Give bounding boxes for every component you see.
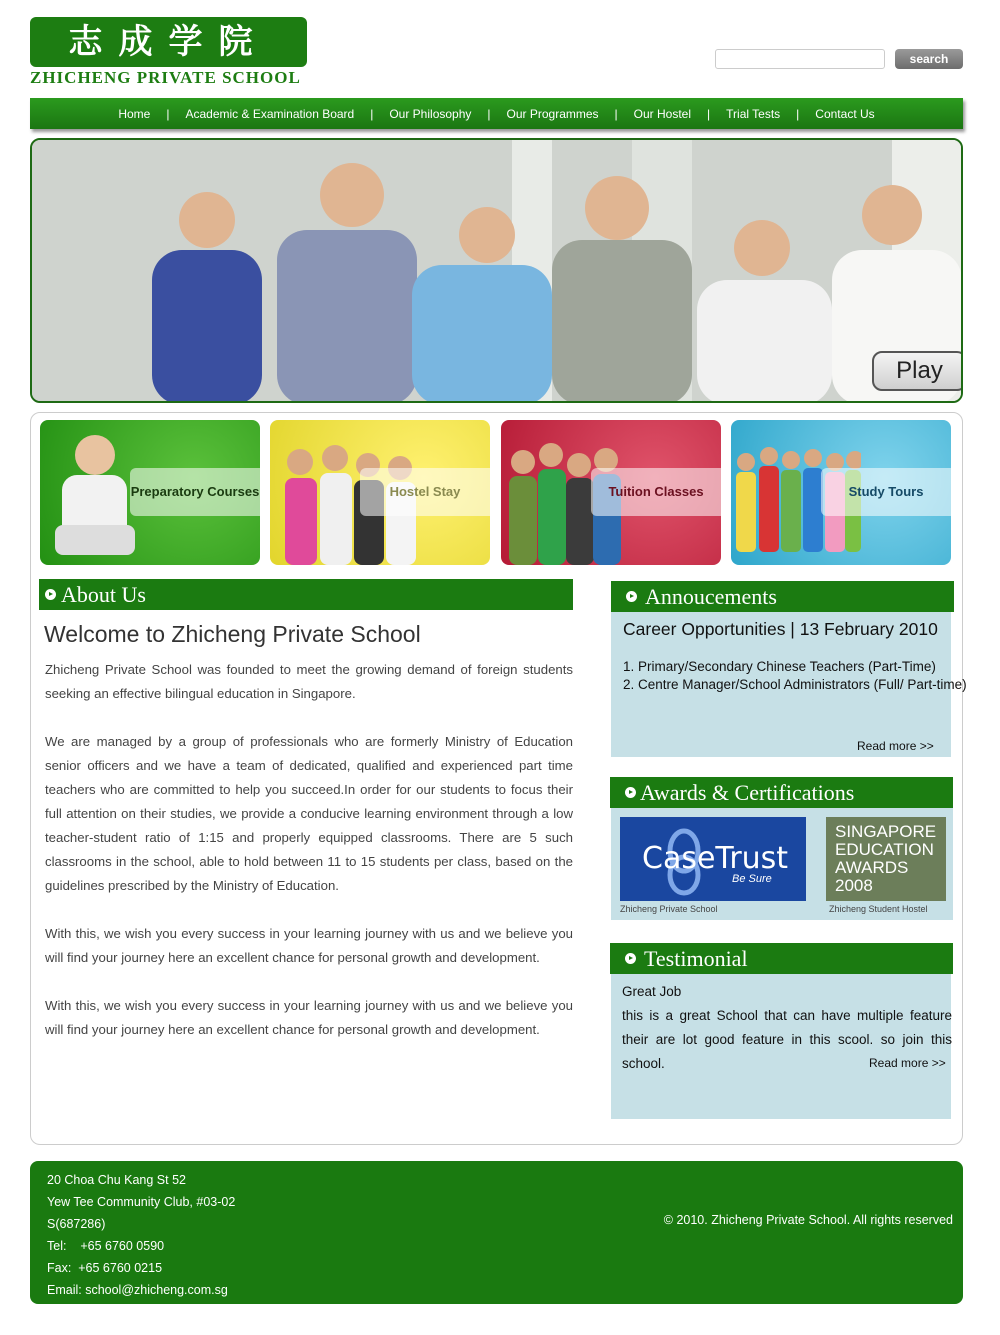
main-nav bbox=[30, 98, 963, 129]
footer bbox=[30, 1161, 963, 1304]
nav-philosophy[interactable]: Our Philosophy bbox=[389, 106, 472, 121]
tile-label: Tuition Classes bbox=[591, 468, 721, 516]
casetrust-badge[interactable] bbox=[620, 817, 806, 901]
award-caption: Zhicheng Private School bbox=[620, 904, 718, 914]
tile-study-tours[interactable] bbox=[731, 420, 951, 565]
announcement-title: Career Opportunities | 13 February 2010 bbox=[623, 619, 938, 639]
nav-separator: | bbox=[707, 106, 711, 121]
awards-heading: Awards & Certifications bbox=[640, 780, 855, 805]
announcements-heading: Annoucements bbox=[645, 584, 777, 609]
tile-label: Hostel Stay bbox=[360, 468, 490, 516]
tile-label: Preparatory Courses bbox=[130, 468, 260, 516]
logo-subtitle: ZHICHENG PRIVATE SCHOOL bbox=[30, 68, 301, 87]
tile-hostel-stay[interactable] bbox=[270, 420, 490, 565]
announcements-read-more-link[interactable]: Read more >> bbox=[857, 739, 934, 753]
announcement-list bbox=[623, 658, 967, 694]
about-paragraph: With this, we wish you every success in your learning journey with us and we believe you will find your journey here an excellent chance for personal growth and development. bbox=[45, 998, 573, 1037]
bullet-arrow-icon bbox=[45, 589, 56, 600]
tile-tuition-classes[interactable] bbox=[501, 420, 721, 565]
tile-label: Study Tours bbox=[821, 468, 951, 516]
nav-home[interactable]: Home bbox=[118, 106, 151, 121]
footer-address bbox=[47, 1169, 235, 1301]
about-body bbox=[45, 658, 573, 1066]
address-line: Tel: +65 6760 0590 bbox=[47, 1239, 165, 1253]
nav-separator: | bbox=[614, 106, 618, 121]
nav-trial-tests[interactable]: Trial Tests bbox=[726, 106, 781, 121]
about-paragraph: Zhicheng Private School was founded to meet the growing demand of foreign students seeking an effective bilingual education in Singapore. bbox=[45, 662, 573, 701]
bullet-arrow-icon bbox=[626, 591, 637, 602]
nav-separator: | bbox=[487, 106, 491, 121]
about-paragraph: With this, we wish you every success in your learning journey with us and we believe you will find your journey here an excellent chance for personal growth and development. bbox=[45, 926, 573, 965]
search-button[interactable]: search bbox=[895, 49, 963, 69]
about-title: Welcome to Zhicheng Private School bbox=[44, 621, 421, 647]
hero-banner bbox=[30, 138, 963, 403]
announcements-heading-bar bbox=[611, 581, 954, 612]
bullet-arrow-icon bbox=[625, 787, 636, 798]
about-paragraph: We are managed by a group of professionals who are formerly Ministry of Education senior officers and we have a team of dedicated, qualified and experienced part time teachers who are committed to help you succeed.In order for our students to focus their full attention on their studies, we provide a conducive learning environment through a low teacher-student ratio of 1:15 and properly equipped classrooms. There are 5 such classrooms in the school, able to hold between 11 to 15 students per class, based on the guidelines prescribed by the Ministry of Education. bbox=[45, 734, 573, 893]
address-line: Yew Tee Community Club, #03-02 bbox=[47, 1195, 236, 1209]
address-line: S(687286) bbox=[47, 1217, 106, 1231]
nav-programmes[interactable]: Our Programmes bbox=[506, 106, 599, 121]
awards-heading-bar bbox=[610, 777, 953, 808]
search-input[interactable] bbox=[715, 49, 885, 69]
nav-hostel[interactable]: Our Hostel bbox=[633, 106, 692, 121]
child-photo-icon bbox=[40, 420, 140, 565]
tile-preparatory-courses[interactable] bbox=[40, 420, 260, 565]
testimonial-read-more-link[interactable]: Read more >> bbox=[869, 1056, 946, 1070]
nav-separator: | bbox=[796, 106, 800, 121]
testimonial-heading-bar bbox=[610, 943, 953, 974]
footer-copyright: © 2010. Zhicheng Private School. All rights reserved bbox=[663, 1213, 953, 1227]
list-item: 2. Centre Manager/School Administrators (Full/ Part-time) bbox=[623, 677, 967, 692]
nav-contact[interactable]: Contact Us bbox=[815, 106, 875, 121]
nav-separator: | bbox=[370, 106, 374, 121]
award-caption: Zhicheng Student Hostel bbox=[829, 904, 928, 914]
testimonial-title: Great Job bbox=[622, 984, 682, 999]
testimonial-heading: Testimonial bbox=[644, 946, 748, 971]
play-button[interactable]: Play bbox=[872, 351, 963, 391]
logo[interactable]: 志成学院 bbox=[30, 17, 307, 67]
about-heading-bar bbox=[39, 579, 573, 610]
nav-separator: | bbox=[166, 106, 170, 121]
testimonial-text: this is a great School that can have multiple feature their are lot good feature in this scool. so join this school. bbox=[622, 1008, 952, 1071]
casetrust-subtext: Be Sure bbox=[732, 873, 772, 885]
casetrust-text: CaseTrust bbox=[642, 841, 789, 876]
about-heading: About Us bbox=[61, 582, 146, 607]
address-line: 20 Choa Chu Kang St 52 bbox=[47, 1173, 186, 1187]
education-awards-badge[interactable]: SINGAPORE EDUCATION AWARDS 2008 bbox=[826, 817, 946, 901]
bullet-arrow-icon bbox=[625, 953, 636, 964]
address-line: Fax: +65 6760 0215 bbox=[47, 1261, 163, 1275]
banner-photo bbox=[32, 140, 963, 403]
address-line[interactable]: Email: school@zhicheng.com.sg bbox=[47, 1283, 228, 1297]
list-item: 1. Primary/Secondary Chinese Teachers (Part-Time) bbox=[623, 659, 936, 674]
nav-academic-board[interactable]: Academic & Examination Board bbox=[185, 106, 355, 121]
